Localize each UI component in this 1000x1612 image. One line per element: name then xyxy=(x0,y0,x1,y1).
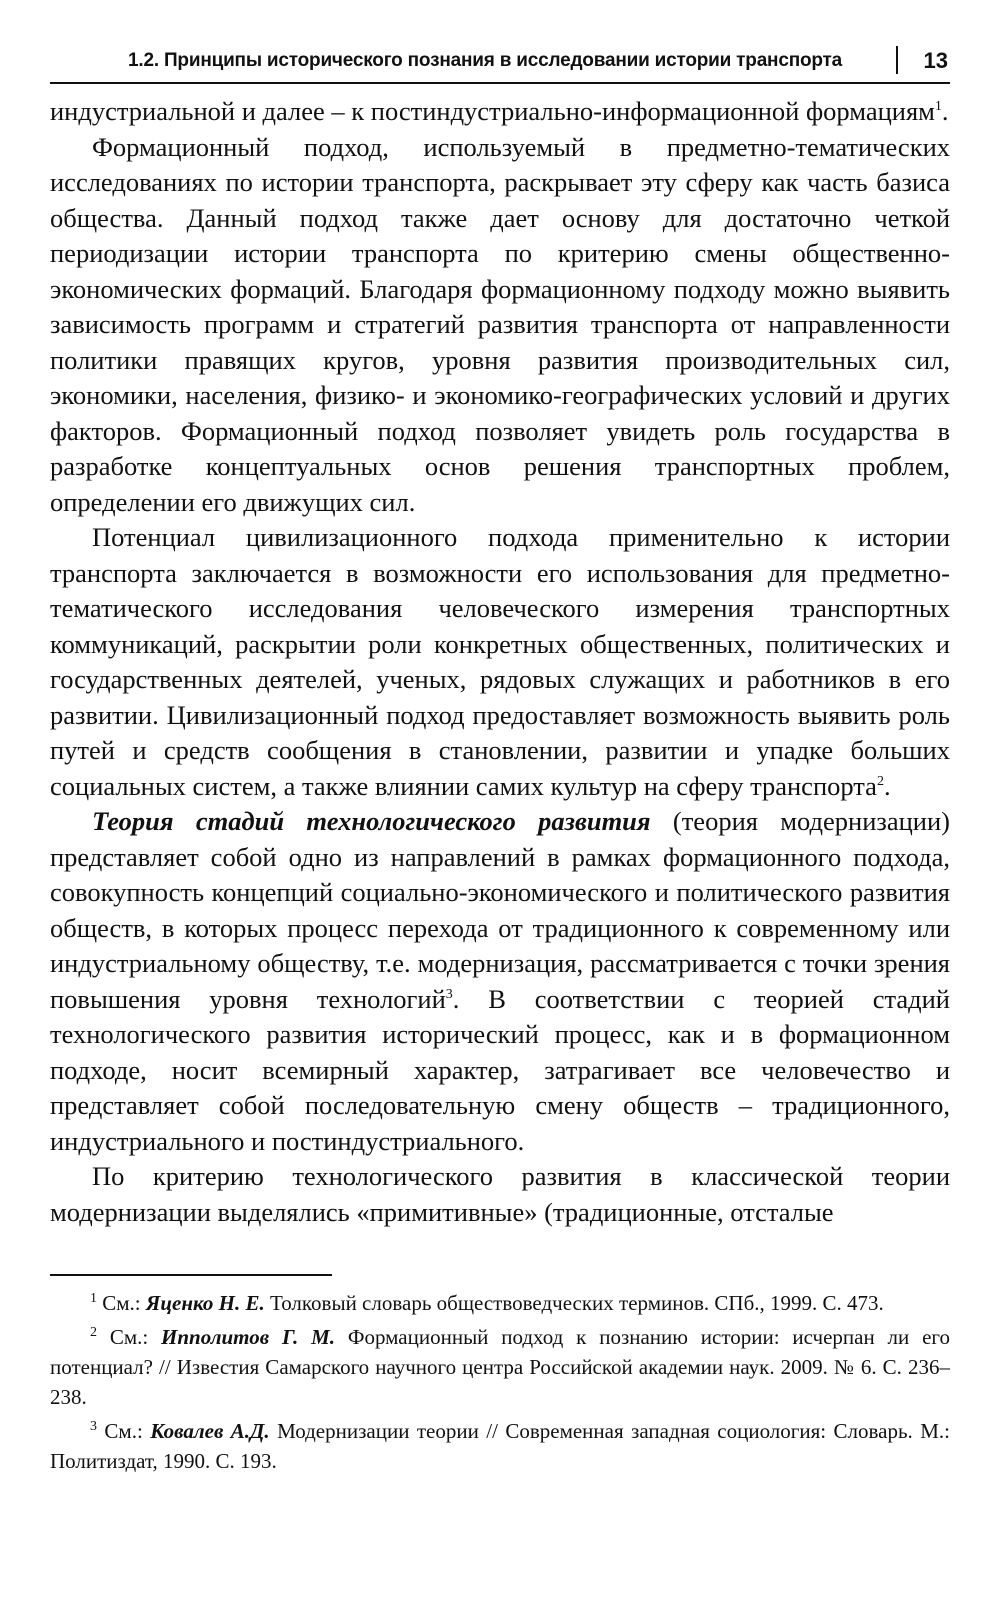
paragraph-5: По критерию технологического развития в классической теории модернизации выделялись «примитивные» (традиционные, отсталые xyxy=(50,1161,950,1227)
book-page xyxy=(50,42,950,1480)
running-head-separator xyxy=(896,46,898,74)
footnote-3-number: 3 xyxy=(90,1419,97,1434)
footnote-1-prefix: См.: xyxy=(97,1291,146,1315)
running-head xyxy=(50,42,950,84)
footnote-3-text: Модернизации теории // Современная западная социология: Словарь. М.: Политиздат, 1990. С. 193. xyxy=(50,1419,950,1473)
footnote-2 xyxy=(50,1322,950,1412)
paragraph-4 xyxy=(50,804,950,1159)
footnote-1-author: Яценко Н. Е. xyxy=(145,1291,265,1315)
footnote-2-prefix: См.: xyxy=(97,1325,162,1349)
footnote-1-text: Толковый словарь обществоведческих терминов. СПб., 1999. С. 473. xyxy=(264,1291,884,1315)
paragraph-1-end: . xyxy=(941,96,949,126)
paragraph-3 xyxy=(50,520,950,804)
paragraph-4-term: Теория стадий технологического развития xyxy=(92,806,651,836)
footnote-ref-3: 3 xyxy=(445,986,453,1002)
footnote-3-author: Ковалев А.Д. xyxy=(150,1419,270,1443)
footnote-2-number: 2 xyxy=(90,1325,97,1340)
footnote-2-author: Ипполитов Г. М. xyxy=(161,1325,336,1349)
footnote-1 xyxy=(50,1288,950,1318)
footnotes xyxy=(50,1288,950,1476)
footnote-2-text: Формационный подход к познанию истории: исчерпан ли его потенциал? // Известия Самарского научного центра Российской академии наук. 2009. № 6. С. 236–238. xyxy=(50,1325,950,1409)
body-text xyxy=(50,94,950,1230)
running-head-title: 1.2. Принципы исторического познания в исследовании истории транспорта xyxy=(128,50,843,71)
footnote-ref-2: 2 xyxy=(876,773,884,789)
page-number: 13 xyxy=(923,48,948,73)
paragraph-1-text: индустриальной и далее – к постиндустриально-информационной формациям xyxy=(50,96,935,126)
footnote-1-number: 1 xyxy=(90,1291,97,1306)
paragraph-4-text-b: . В соответствии с теорией стадий технологического развития исторический процесс, как и в формационном подходе, носит всемирный характер, затрагивает все человечество и представляет собой последовательную смену обществ – традиционного, индустриального и постиндустриального. xyxy=(50,983,950,1156)
paragraph-3-end: . xyxy=(883,770,891,801)
footnote-3 xyxy=(50,1416,950,1476)
footnote-3-prefix: См.: xyxy=(97,1419,151,1443)
paragraph-3-text: Потенциал цивилизационного подхода применительно к истории транспорта заключается в возможности его использования для предметно-тематического исследования человеческого измерения транспортных коммуникаций, раскрытии роли конкретных общественных, политических и государственных деятелей, ученых, рядовых служащих и работников в его развитии. Цивилизационный подход предоставляет возможность выявить роль путей и средств сообщения в становлении, развитии и упадке больших социальных систем, а также влиянии самих культур на сферу транспорта xyxy=(50,522,950,801)
paragraph-1 xyxy=(50,94,950,130)
footnote-divider xyxy=(50,1274,332,1276)
paragraph-4-text-a: (теория модернизации) представляет собой одно из направлений в рамках формационного подхода, совокупность концепций социально-экономического и политического развития обществ, в которых процесс перехода от традиционного к современному или индустриальному обществу, т.е. модернизация, рассматривается с точки зрения повышения уровня технологий xyxy=(50,806,950,1014)
paragraph-2: Формационный подход, используемый в предметно-тематических исследованиях по истории транспорта, раскрывает эту сферу как часть базиса общества. Данный подход также дает основу для достаточно четкой периодизации истории транспорта по критерию смены общественно-экономических формаций. Благодаря формационному подходу можно выявить зависимость программ и стратегий развития транспорта от направленности политики правящих кругов, уровня развития производительных сил, экономики, населения, физико- и экономико-географических условий и других факторов. Формационный подход позволяет увидеть роль государства в разработке концептуальных основ решения транспортных проблем, определении его движущих сил. xyxy=(50,131,950,517)
footnote-ref-1: 1 xyxy=(934,99,942,115)
